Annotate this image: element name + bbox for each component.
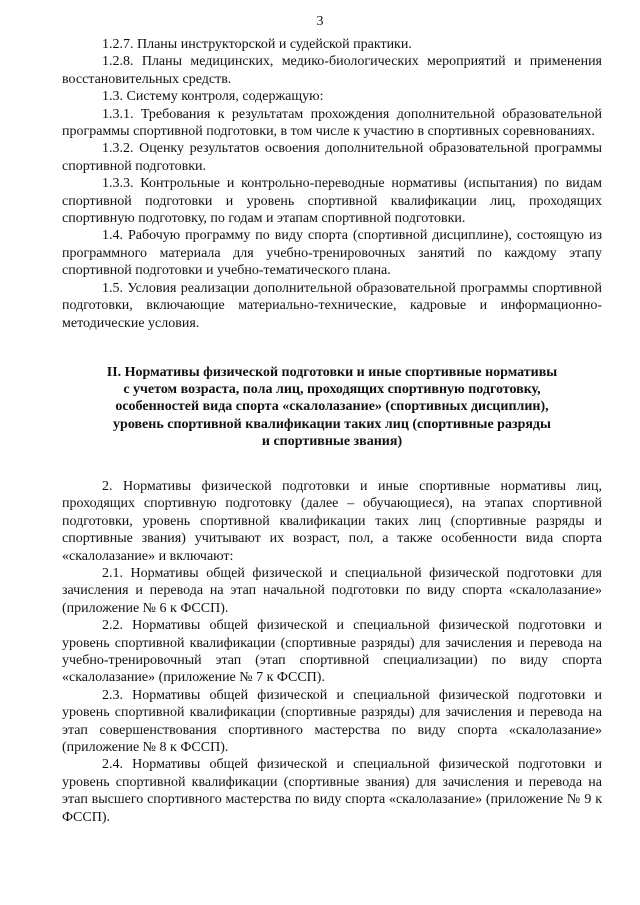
paragraph-1-3-2: 1.3.2. Оценку результатов освоения дополнительной образовательной программы спортивной подготовки. [62,141,602,174]
paragraph-1-2-8: 1.2.8. Планы медицинских, медико-биологических мероприятий и применения восстановительных средств. [62,54,602,87]
paragraph-1-4: 1.4. Рабочую программу по виду спорта (спортивной дисциплине), состоящую из программного материала для учебно-тренировочных занятий по каждому этапу спортивной подготовки и учебно-тематического плана. [62,228,602,279]
paragraph-2-2: 2.2. Нормативы общей физической и специальной физической подготовки и уровень спортивной квалификации (спортивные разряды) для зачисления и перевода на учебно-тренировочный этап (этап спортивной специализации) по виду спорта «скалолазание» (приложение № 7 к ФССП). [62,618,602,686]
page-number: 3 [316,14,324,29]
section-heading-line: II. Нормативы физической подготовки и иные спортивные нормативы [106,364,558,380]
paragraph-1-3-3: 1.3.3. Контрольные и контрольно-переводные нормативы (испытания) по видам спортивной подготовки и уровень спортивной квалификации лиц, проходящих спортивную подготовку, по годам и этапам спортивной подготовки. [62,176,602,227]
paragraph-1-2-7: 1.2.7. Планы инструкторской и судейской практики. [102,37,412,52]
paragraph-2-4: 2.4. Нормативы общей физической и специальной физической подготовки и уровень спортивной квалификации (спортивные звания) для зачисления и перевода на этап высшего спортивного мастерства по виду спорта «скалолазание» (приложение № 9 к ФССП). [62,757,602,825]
document-body [62,36,602,826]
paragraph-2-1: 2.1. Нормативы общей физической и специальной физической подготовки для зачисления и перевода на этап начальной подготовки по виду спорта «скалолазание» (приложение № 6 к ФССП). [62,565,602,616]
paragraph-1-3: 1.3. Систему контроля, содержащую: [102,89,324,105]
section-heading [62,364,602,450]
paragraph-2: 2. Нормативы физической подготовки и иные спортивные нормативы лиц, проходящих спортивную подготовку (далее – обучающиеся), на этапах спортивной подготовки, уровень спортивной квалификации таких лиц (спортивные разряды и спортивные звания) учитывают их возраст, пол, а также особенности вида спорта «скалолазание» и включают: [62,478,602,564]
section-heading-line: с учетом возраста, пола лиц, проходящих спортивную подготовку, [123,382,541,398]
paragraph-2-3: 2.3. Нормативы общей физической и специальной физической подготовки и уровень спортивной квалификации (спортивные разряды) для зачисления и перевода на этап совершенствования спортивного мастерства по виду спорта «скалолазание» (приложение № 8 к ФССП). [62,687,602,756]
section-heading-line: и спортивные звания) [261,433,403,449]
section-heading-line: особенностей вида спорта «скалолазание» (спортивных дисциплин), [115,399,549,415]
paragraph-1-3-1: 1.3.1. Требования к результатам прохождения дополнительной образовательной программы спортивной подготовки, в том числе к участию в спортивных соревнованиях. [62,106,602,140]
section-heading-line: уровень спортивной квалификации таких лиц (спортивные разряды [113,416,551,432]
paragraph-1-5: 1.5. Условия реализации дополнительной образовательной программы спортивной подготовки, включающие материально-технические, кадровые и информационно-методические условия. [62,280,602,331]
